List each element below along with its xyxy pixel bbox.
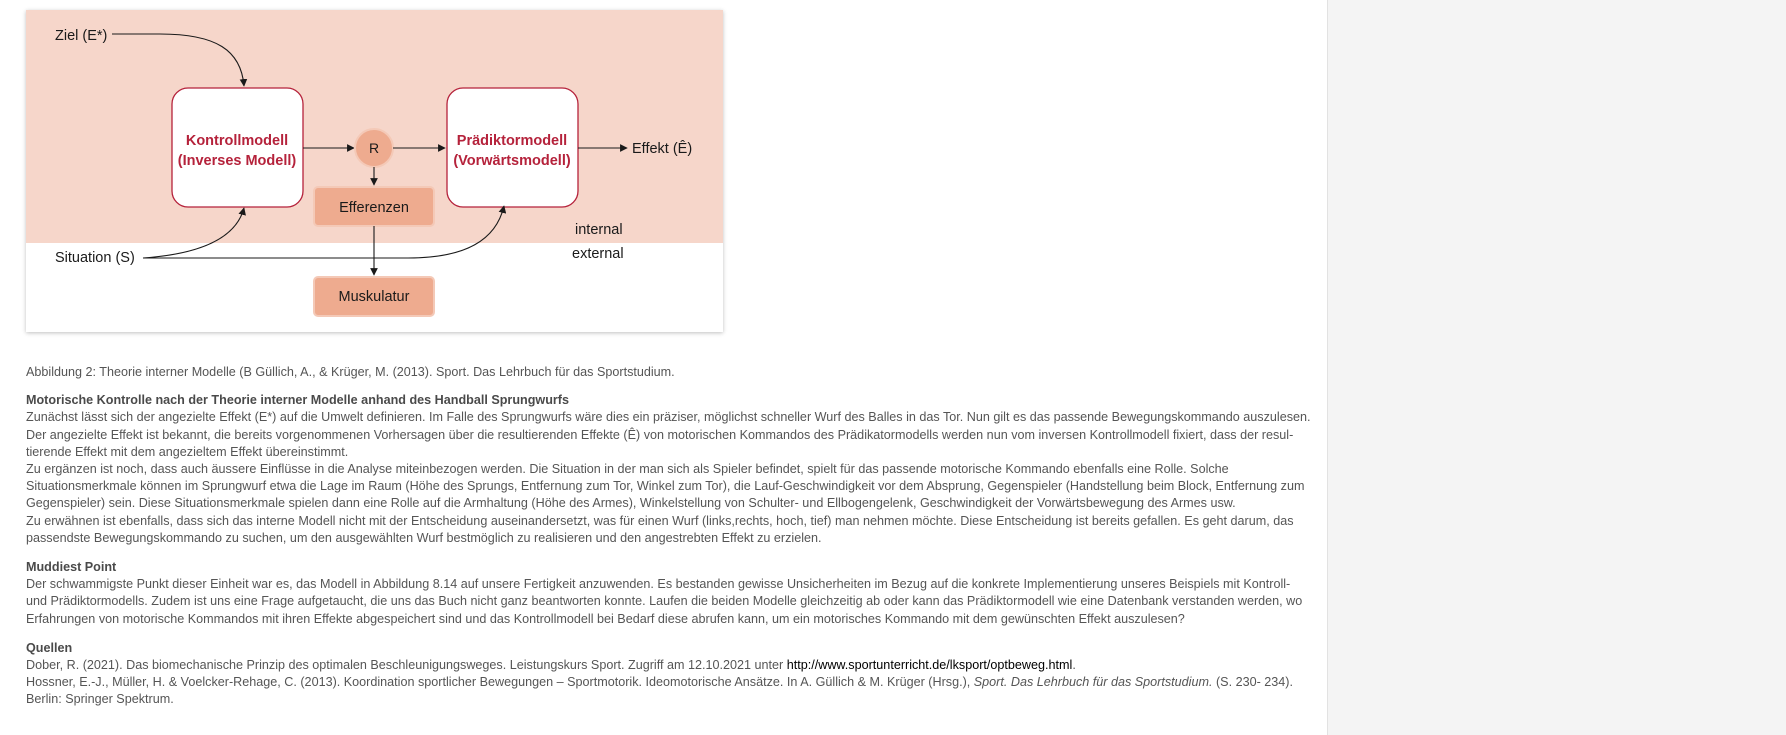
reference-text: Hossner, E.-J., Müller, H. & Voelcker-Rehage, C. (2013). Koordination sportlicher Bewegungen – Sportmotorik. Ideomotorische Ansätze. In A. Güllich & M. Krüger (Hrsg.), [26,675,974,690]
external-label: external [572,246,624,262]
reference-text: Dober, R. (2021). Das biomechanische Prinzip des optimalen Beschleunigungsweges. Leistungskurs Sport. Zugriff am 12.10.2021 unter [26,658,787,673]
efference-label: Efferenzen [339,200,409,216]
article-body [26,364,1312,721]
internal-models-diagram [26,10,723,332]
reference-item [26,657,1312,674]
goal-label: Ziel (E*) [55,28,108,44]
musculature-label: Muskulatur [338,289,410,305]
predictor-label-line2: (Vorwärtsmodell) [453,153,571,169]
section-motor-control [26,392,1312,547]
reference-item [26,674,1312,708]
figure-caption: Abbildung 2: Theorie interner Modelle (B Güllich, A., & Krüger, M. (2013). Sport. Das Lehrbuch für das Sportstudium. [26,365,675,379]
section-heading: Quellen [26,640,73,655]
controller-label-line2: (Inverses Modell) [177,153,297,169]
reference-link[interactable]: http://www.sportunterricht.de/lksport/optbeweg.html [786,658,1073,673]
paragraph: Der schwammigste Punkt dieser Einheit war es, das Modell in Abbildung 8.14 auf unsere Fertigkeit anzuwenden. Es bestanden gewisse Unsicherheiten im Bezug auf die konkrete Implementierung unseres Beispiels mit Kontroll- und Prädiktormodells. Zudem ist uns eine Frage aufgetaucht, die uns das Buch nicht ganz beantworten konnte. Laufen die beiden Modelle gleichzeitig ab oder kann das Prädiktormodell wie eine Datenbank verstanden werden, wo Erfahrungen von motorische Kommandos mit ihren Effekte abgespeichert sind und das Kontrollmodell bei Bedarf diese abrufen kann, um ein motorisches Kommando mit dem gewünschten Effekt auszulesen? [26,577,1303,626]
section-sources [26,640,1312,709]
reference-text: . [1072,658,1076,673]
paragraph: Zunächst lässt sich der angezielte Effekt (E*) auf die Umwelt definieren. Im Falle des Sprungwurfs wäre dies ein präziser, möglichst schneller Wurf des Balles in das Tor. Nun gilt es das passende Bewegungskommando auszulesen. Der angezielte Effekt ist bekannt, die bereits vorgenommenen Vorhersagen über die resultierenden Effekte (Ê) von motorischen Kommandos des Prädikatormodells werden nun vom inversen Kontrollmodell fixiert, dass der resultierende Effekt mit dem angezieltem Effekt übereinstimmt. [26,410,1311,459]
situation-label: Situation (S) [55,250,135,266]
diagram-svg [26,10,723,332]
r-label: R [368,140,380,156]
paragraph: Zu erwähnen ist ebenfalls, dass sich das interne Modell nicht mit der Entscheidung auseinandersetzt, was für einen Wurf (links,rechts, hoch, tief) man nehmen möchte. Diese Entscheidung ist bereits gefallen. Es geht darum, das passendste Bewegungskommando zu suchen, um den ausgewählten Wurf bestmöglich zu realisieren und den angestrebten Effekt zu erzielen. [26,513,1294,545]
section-heading: Muddiest Point [26,560,117,575]
reference-book-title: Sport. Das Lehrbuch für das Sportstudium. [973,675,1213,690]
right-sidebar [1328,0,1786,735]
reference-text: (S. 230- 234). Berlin: Springer Spektrum. [26,675,1293,707]
section-heading: Motorische Kontrolle nach der Theorie interner Modelle anhand des Handball Sprungwurfs [26,393,570,408]
section-muddiest-point [26,559,1312,628]
predictor-label-line1: Prädiktormodell [456,133,568,149]
internal-label: internal [575,222,623,238]
controller-label-line1: Kontrollmodell [185,133,289,149]
paragraph: Zu ergänzen ist noch, dass auch äussere Einflüsse in die Analyse miteinbezogen werden. Die Situation in der man sich als Spieler befindet, spielt für das passende motorische Kommando ebenfalls eine Rolle. Solche Situationsmerkmale können im Sprungwurf etwa die Lage im Raum (Höhe des Sprungs, Entfernung zum Tor, Winkel zum Tor), die Lauf-Geschwindigkeit vor dem Absprung, Gegenspieler (Handstellung beim Block, Entfernung zum Gegenspieler) sein. Diese Situationsmerkmale spielen dann eine Rolle auf die Armhaltung (Höhe des Armes), Winkelstellung von Schulter- und Ellbogengelenk, Geschwindigkeit der Vorwärtsbewegung des Armes usw. [26,462,1305,511]
effect-label: Effekt (Ê) [632,141,693,157]
